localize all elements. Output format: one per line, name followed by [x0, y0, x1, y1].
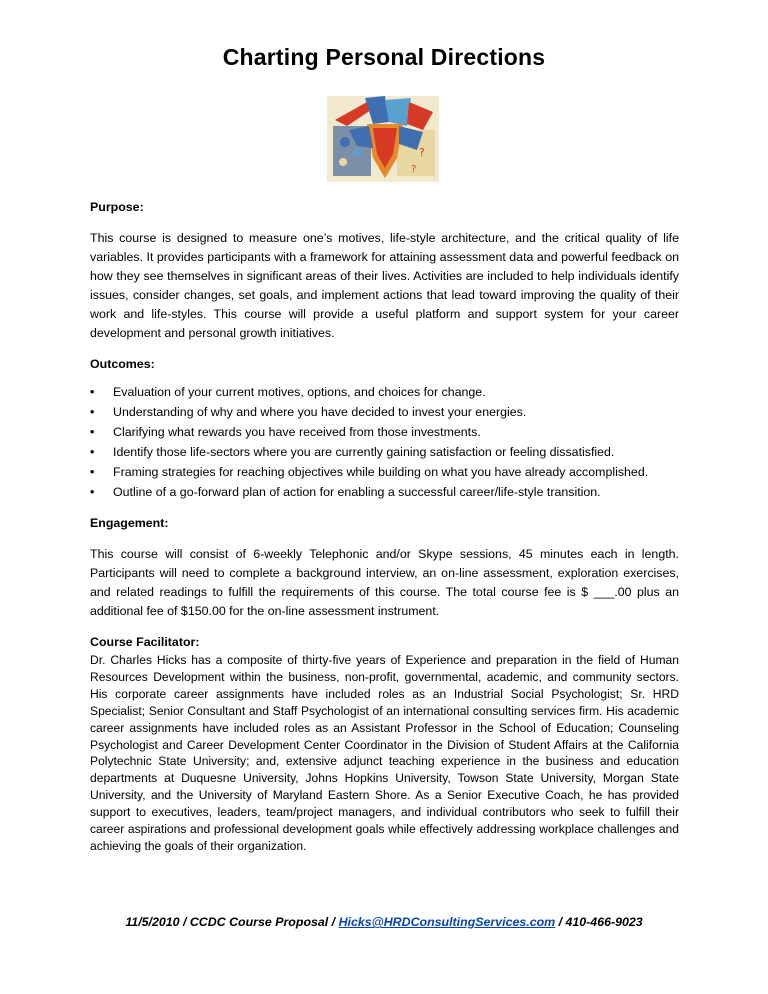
purpose-paragraph: This course is designed to measure one’s motives, life-style architecture, and the critical quality of life variables. It provides participants with a framework for attaining assessment data and powerful feedback on how they see themselves in significant areas of their lives. Activities are included to help individuals identify issues, consider changes, set goals, and implement actions that lead toward improving the quality of their work and life-styles. This course will provide a useful platform and support system for your career development and personal growth initiatives. — [90, 231, 679, 340]
list-item: • Framing strategies for reaching objectives while building on what you have already accomplished. — [90, 462, 679, 482]
list-item: • Understanding of why and where you have decided to invest your energies. — [90, 402, 679, 422]
page-footer — [0, 915, 768, 929]
list-item: • Outline of a go-forward plan of action for enabling a successful career/life-style transition. — [90, 482, 679, 502]
outcomes-list — [90, 382, 679, 502]
bullet-icon: • — [90, 485, 95, 499]
svg-text:?: ? — [419, 146, 425, 159]
arrows-clipart-icon — [327, 96, 439, 182]
footer-prefix: 11/5/2010 / CCDC Course Proposal / — [125, 915, 339, 929]
footer-suffix: / 410-466-9023 — [555, 915, 643, 929]
page-title: Charting Personal Directions — [222, 44, 546, 70]
bullet-icon: • — [90, 465, 95, 479]
engagement-paragraph: This course will consist of 6-weekly Telephonic and/or Skype sessions, 45 minutes each in length. Participants will need to complete a background interview, an on-line assessment, exploration exercises, and related readings to fulfill the requirements of this course. The total course fee is $ ___.00 plus an additional fee of $150.00 for the on-line assessment instrument. — [90, 547, 679, 618]
bullet-icon: • — [90, 425, 95, 439]
document-body — [90, 198, 679, 855]
bullet-icon: • — [90, 405, 95, 419]
email-link[interactable]: Hicks@HRDConsultingServices.com — [338, 915, 556, 929]
list-item: • Evaluation of your current motives, options, and choices for change. — [90, 382, 679, 402]
list-item: • Clarifying what rewards you have received from those investments. — [90, 422, 679, 442]
outcomes-heading: Outcomes: — [90, 357, 155, 371]
facilitator-heading: Course Facilitator: — [90, 635, 200, 649]
engagement-heading: Engagement: — [90, 516, 169, 530]
bullet-icon: • — [90, 445, 95, 459]
purpose-heading: Purpose: — [90, 200, 144, 214]
list-item: • Identify those life-sectors where you are currently gaining satisfaction or feeling dissatisfied. — [90, 442, 679, 462]
svg-text:?: ? — [411, 164, 417, 175]
bullet-icon: • — [90, 385, 95, 399]
facilitator-paragraph: Dr. Charles Hicks has a composite of thirty-five years of Experience and preparation in the field of Human Resources Development within the business, non-profit, governmental, academic, and community sectors. His corporate career assignments have included roles as an Industrial Social Psychologist; Sr. HRD Specialist; Senior Consultant and Staff Psychologist of an international consulting services firm. His academic career assignments have included roles as an Assistant Professor in the School of Education; Counseling Psychologist and Career Development Center Coordinator in the Division of Student Affairs at the California Polytechnic State University; and, extensive adjunct teaching experience in the business and education departments at Duquesne University, Johns Hopkins University, Towson State University, Morgan State University, and the University of Maryland Eastern Shore. As a Senior Executive Coach, he has provided support to executives, leaders, team/project managers, and individual contributors who seek to fulfill their career aspirations and professional development goals while effectively addressing workplace challenges and achieving the goals of their organization. — [90, 653, 679, 853]
